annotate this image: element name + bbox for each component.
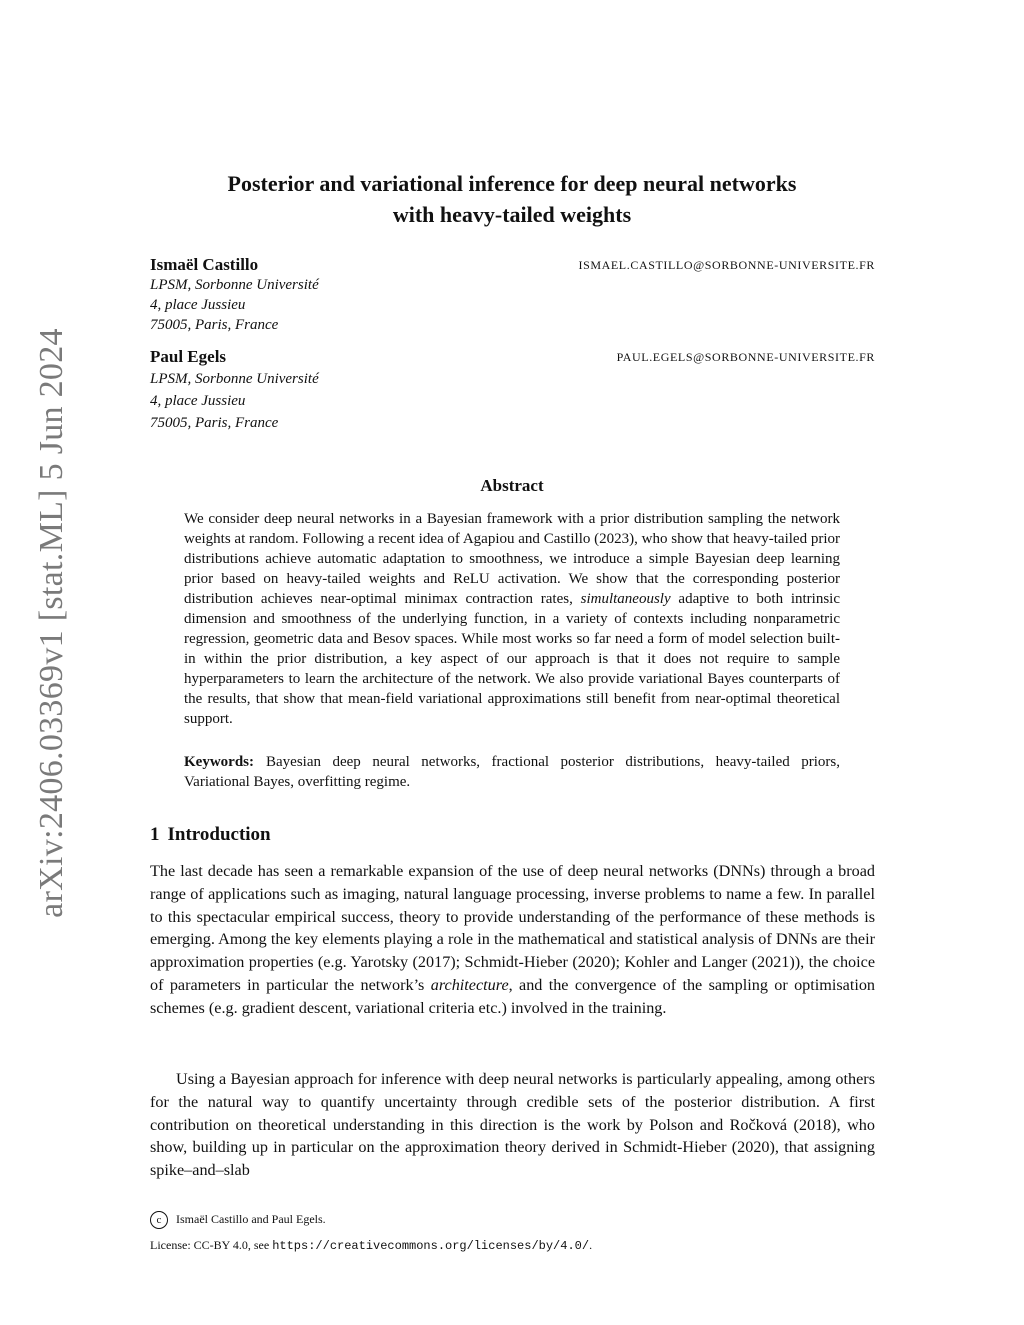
- author-name: Ismaël Castillo: [150, 255, 259, 274]
- arxiv-sidebar: [28, 328, 76, 918]
- arxiv-identifier[interactable]: arXiv:2406.03369v1 [stat.ML] 5 Jun 2024: [33, 328, 70, 918]
- license-label: License: CC-BY 4.0, see: [150, 1238, 270, 1252]
- author-block-egels: [150, 347, 875, 433]
- license-link[interactable]: https://creativecommons.org/licenses/by/4.0/: [272, 1239, 590, 1253]
- section-number: 1: [150, 824, 160, 845]
- copyright-line: [150, 1211, 326, 1229]
- author-block-castillo: [150, 255, 875, 335]
- author-address: 4, place Jussieu: [150, 393, 246, 409]
- paragraph-emphasis: architecture: [430, 975, 509, 994]
- abstract-heading: Abstract: [480, 476, 544, 495]
- author-affiliation: LPSM, Sorbonne Université: [150, 277, 319, 293]
- license-end: .: [589, 1238, 593, 1252]
- abstract-text-part-2: adaptive to both intrinsic dimension and smoothness of the underlying function, in a variety of contexts including nonparametric regression, geometric data and Besov spaces. While most works so far need a form of model selection built-in within the prior distribution, a key aspect of our approach is that it does not require to sample hyperparameters to learn the architecture of the network. We also provide variational Bayes counterparts of the results, that show that mean-field variational approximations still benefit from near-optimal theoretical support.: [184, 591, 841, 727]
- author-email[interactable]: ISMAEL.CASTILLO@SORBONNE-UNIVERSITE.FR: [578, 258, 875, 272]
- intro-paragraph-1: [150, 860, 875, 1020]
- section-heading: [150, 824, 271, 846]
- author-email[interactable]: PAUL.EGELS@SORBONNE-UNIVERSITE.FR: [616, 350, 875, 364]
- title-line-2: with heavy-tailed weights: [392, 202, 632, 227]
- author-affiliation: LPSM, Sorbonne Université: [150, 371, 319, 387]
- keywords-list: Bayesian deep neural networks, fractional posterior distributions, heavy-tailed priors, Variational Bayes, overfitting regime.: [184, 754, 840, 790]
- paragraph-text-end: , and the convergence of the sampling or optimisation schemes (e.g. gradient descent, variational criteria etc.) involved in the training.: [150, 975, 876, 1017]
- intro-paragraph-2: [150, 1068, 875, 1182]
- license-line: [150, 1238, 592, 1253]
- section-title: Introduction: [167, 824, 271, 845]
- keywords-label: Keywords:: [184, 754, 254, 770]
- author-address: 4, place Jussieu: [150, 297, 246, 313]
- author-city: 75005, Paris, France: [150, 317, 279, 333]
- author-name: Paul Egels: [150, 347, 227, 366]
- paragraph-text: Using a Bayesian approach for inference with deep neural networks is particularly appealing, among others for the natural way to quantify uncertainty through credible sets of the posterior distribution. A first contribution on theoretical understanding in this direction is the work by Polson and Ročková (2018), who show, building up in particular on the approximation theory derived in Schmidt-Hieber (2020), that assigning spike–and–slab: [150, 1070, 875, 1180]
- abstract-text-part-1: We consider deep neural networks in a Bayesian framework with a prior distribution sampling the network weights at random. Following a recent idea of Agapiou and Castillo (2023), who show that heavy-tailed prior distributions achieve automatic adaptation to smoothness, we introduce a simple Bayesian deep learning prior based on heavy-tailed weights and ReLU activation. We show that the corresponding posterior distribution achieves near-optimal minimax contraction rates,: [184, 511, 840, 607]
- copyright-icon: c: [150, 1211, 168, 1229]
- paper-title: [0, 168, 1024, 230]
- abstract-text: [184, 509, 840, 729]
- title-line-1: Posterior and variational inference for deep neural networks: [227, 171, 797, 196]
- keywords: [184, 752, 840, 792]
- paragraph-text: The last decade has seen a remarkable expansion of the use of deep neural networks (DNNs) through a broad range of applications such as imaging, natural language processing, inverse problems to name a few. In parallel to this spectacular empirical success, theory to provide understanding of the performance of these methods is emerging. Among the key elements playing a role in the mathematical and statistical analysis of DNNs are their approximation properties (e.g. Yarotsky (2017); Schmidt-Hieber (2020); Kohler and Langer (2021)), the choice of parameters in particular the network’s: [150, 862, 875, 994]
- copyright-text: Ismaël Castillo and Paul Egels.: [176, 1211, 326, 1226]
- author-city: 75005, Paris, France: [150, 415, 279, 431]
- abstract-emphasis: simultaneously: [580, 591, 671, 607]
